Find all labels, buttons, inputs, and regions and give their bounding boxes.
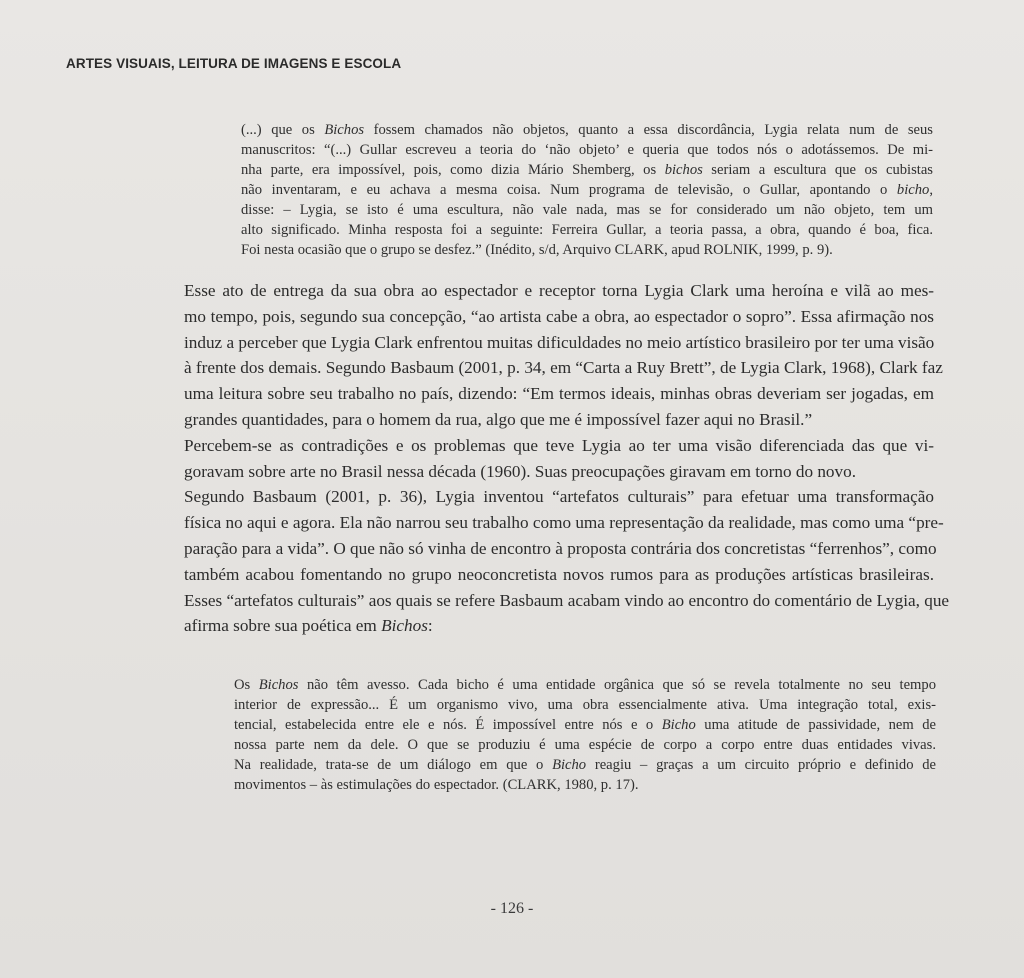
text-run: nossa parte nem da dele. O que se produziu é uma espécie de corpo a corpo entre duas entidades vivas. (234, 737, 936, 753)
page-number: - 126 - (490, 900, 534, 917)
text-run: alto significado. Minha resposta foi a seguinte: Ferreira Gullar, a teoria passa, a obra, quando é boa, fica. (241, 222, 933, 238)
italic-term: Bichos (381, 616, 428, 636)
text-run: mo tempo, pois, segundo sua concepção, “ao artista cabe a obra, ao espectador o sopro”. Essa afirmação nos (184, 306, 934, 326)
text-run: induz a perceber que Lygia Clark enfrentou muitas dificuldades no meio artístico brasileiro por ter uma visão (184, 332, 935, 352)
text-run: seriam a escultura que os cubistas (702, 162, 933, 178)
block-quote-clark (234, 675, 936, 795)
text-line (122, 536, 937, 562)
text-run: uma atitude de passividade, nem de (695, 717, 936, 733)
text-run: manuscritos: “(...) Gullar escreveu a teoria do ‘não objeto’ e queria que todos nós o adotássemos. De mi- (241, 142, 933, 158)
italic-term: Bicho (661, 717, 696, 733)
paragraph (122, 433, 934, 485)
text-line (122, 484, 934, 510)
text-line (234, 675, 936, 695)
running-header: ARTES VISUAIS, LEITURA DE IMAGENS E ESCOLA (66, 56, 402, 71)
text-run: (...) que os (241, 122, 325, 138)
text-line (122, 304, 934, 330)
text-run: Percebem-se as contradições e os problemas que teve Lygia ao ter uma visão diferenciada das que vi- (184, 435, 934, 455)
italic-term: bicho (896, 182, 930, 198)
text-line (122, 433, 934, 459)
block-quote-rolnik (241, 120, 933, 260)
text-run: disse: – Lygia, se isto é uma escultura, não vale nada, mas se for considerado um não objeto, tem um (241, 202, 933, 218)
text-line (241, 200, 933, 220)
italic-term: bichos (664, 162, 703, 178)
italic-term: Bichos (258, 677, 299, 693)
text-line (122, 381, 934, 407)
text-run: Foi nesta ocasião que o grupo se desfez.” (Inédito, s/d, Arquivo CLARK, apud ROLNIK, 1999, p. 9). (241, 242, 833, 258)
text-line (234, 715, 936, 735)
text-run: : (427, 616, 433, 636)
text-run: Segundo Basbaum (2001, p. 36), Lygia inventou “artefatos culturais” para efetuar uma transformação (184, 487, 934, 507)
text-run: também acabou fomentando no grupo neoconcretista novos rumos para as produções artísticas brasileiras. (184, 564, 934, 584)
text-line (241, 240, 933, 260)
paragraph (122, 278, 943, 433)
text-run: fossem chamados não objetos, quanto a essa discordância, Lygia relata num de seus (364, 122, 933, 138)
text-run: Os (234, 677, 259, 693)
text-run: à frente dos demais. Segundo Basbaum (2001, p. 34, em “Carta a Ruy Brett”, de Lygia Clark, 1968), Clark faz (184, 358, 943, 378)
text-line (234, 735, 936, 755)
text-run: física no aqui e agora. Ela não narrou seu trabalho como uma representação da realidade, mas como uma “pre- (184, 513, 944, 533)
text-line (122, 355, 943, 381)
body-text (122, 278, 950, 639)
text-run: não inventaram, e eu achava a mesma coisa. Num programa de televisão, o Gullar, apontando o (241, 182, 897, 198)
text-line (122, 459, 934, 485)
text-line (122, 330, 934, 356)
text-run: não têm avesso. Cada bicho é uma entidade orgânica que só se revela totalmente no seu tempo (298, 677, 936, 693)
text-line (241, 120, 933, 140)
text-line (122, 407, 934, 433)
text-line (241, 160, 933, 180)
text-run: paração para a vida”. O que não só vinha de encontro à proposta contrária dos concretistas “ferrenhos”, como (184, 538, 937, 558)
text-line (122, 562, 934, 588)
text-line (234, 755, 936, 775)
text-line (122, 613, 934, 639)
text-line (234, 695, 936, 715)
text-line (241, 220, 933, 240)
text-run: Esses “artefatos culturais” aos quais se refere Basbaum acabam vindo ao encontro do comentário de Lygia, que (184, 590, 950, 610)
text-run: grandes quantidades, para o homem da rua, algo que me é impossível fazer aqui no Brasil.” (184, 409, 813, 429)
text-run: reagiu – graças a um circuito próprio e definido de (586, 757, 936, 773)
text-run: interior de expressão... É um organismo vivo, uma obra essencialmente ativa. Uma integração total, exis- (234, 697, 936, 713)
text-run: Esse ato de entrega da sua obra ao espectador e receptor torna Lygia Clark uma heroína e vilã ao mes- (184, 281, 934, 300)
text-run: nha parte, era impossível, pois, como dizia Mário Shemberg, os (241, 162, 665, 178)
text-run: tencial, estabelecida entre ele e nós. É impossível entre nós e o (234, 717, 662, 733)
italic-term: Bicho (552, 757, 587, 773)
text-line (122, 588, 950, 614)
text-run: afirma sobre sua poética em (184, 616, 382, 636)
text-run: goravam sobre arte no Brasil nessa década (1960). Suas preocupações giravam em torno do novo. (184, 461, 857, 481)
italic-term: Bichos (324, 122, 365, 138)
text-line (241, 140, 933, 160)
text-line (241, 180, 933, 200)
text-line (234, 775, 936, 795)
text-line (122, 510, 944, 536)
text-line (122, 278, 934, 304)
paragraph (122, 484, 950, 639)
text-run: Na realidade, trata-se de um diálogo em que o (234, 757, 553, 773)
text-run: , (929, 182, 933, 198)
text-run: uma leitura sobre seu trabalho no país, dizendo: “Em termos ideais, minhas obras deveriam ser jogadas, em (184, 384, 934, 404)
text-run: movimentos – às estimulações do espectador. (CLARK, 1980, p. 17). (234, 777, 639, 793)
